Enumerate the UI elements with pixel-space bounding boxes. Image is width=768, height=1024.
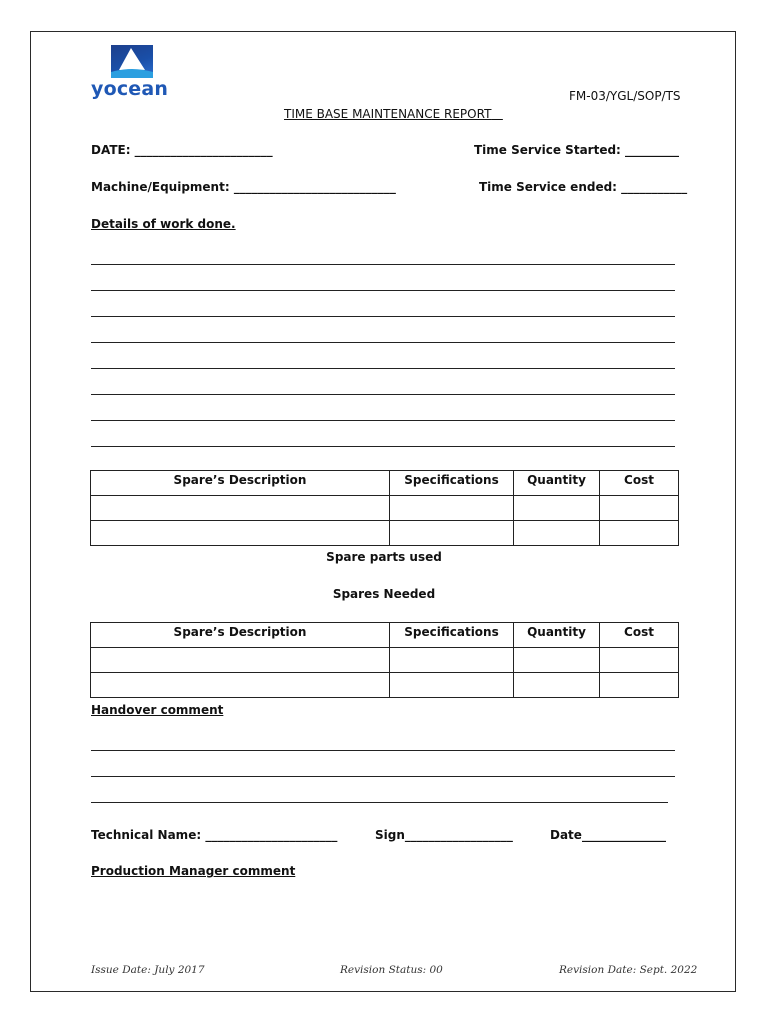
table-row <box>91 673 679 698</box>
details-line-2[interactable] <box>91 290 675 291</box>
details-line-5[interactable] <box>91 368 675 369</box>
quantity-cell[interactable] <box>514 496 600 521</box>
details-line-3[interactable] <box>91 316 675 317</box>
column-header-description: Spare’s Description <box>91 623 390 648</box>
issue-date: Issue Date: July 2017 <box>91 964 205 976</box>
spare-parts-used-caption: Spare parts used <box>326 550 442 564</box>
table-row <box>91 648 679 673</box>
sign-label: Sign <box>375 828 405 842</box>
table-row <box>91 496 679 521</box>
details-line-4[interactable] <box>91 342 675 343</box>
sign-field[interactable]: Sign__________________ <box>375 828 513 842</box>
date-label: DATE: <box>91 143 131 157</box>
specifications-cell[interactable] <box>390 521 514 546</box>
cost-cell[interactable] <box>600 648 679 673</box>
handover-line-3[interactable] <box>91 802 668 803</box>
details-heading: Details of work done. <box>91 217 236 231</box>
machine-field[interactable]: Machine/Equipment: ___________________________ <box>91 180 396 194</box>
handover-line-1[interactable] <box>91 750 675 751</box>
report-title-text: TIME BASE MAINTENANCE REPORT <box>284 107 492 121</box>
spare-parts-used-table <box>90 470 679 546</box>
details-line-7[interactable] <box>91 420 675 421</box>
column-header-cost: Cost <box>600 471 679 496</box>
revision-status: Revision Status: 00 <box>340 964 443 976</box>
production-manager-heading: Production Manager comment <box>91 864 296 878</box>
document-code: FM-03/YGL/SOP/TS <box>569 89 681 103</box>
signoff-date-label: Date <box>550 828 582 842</box>
handover-heading: Handover comment <box>91 703 224 717</box>
table-header-row <box>91 471 679 496</box>
quantity-cell[interactable] <box>514 521 600 546</box>
description-cell[interactable] <box>91 521 390 546</box>
quantity-cell[interactable] <box>514 648 600 673</box>
sail-emblem <box>111 45 153 78</box>
specifications-cell[interactable] <box>390 496 514 521</box>
cost-cell[interactable] <box>600 521 679 546</box>
column-header-cost: Cost <box>600 623 679 648</box>
details-line-8[interactable] <box>91 446 675 447</box>
logo-wordmark: yocean <box>91 78 169 100</box>
technical-name-label: Technical Name: <box>91 828 202 842</box>
time-ended-label: Time Service ended: <box>479 180 617 194</box>
description-cell[interactable] <box>91 648 390 673</box>
column-header-description: Spare’s Description <box>91 471 390 496</box>
table-row <box>91 521 679 546</box>
column-header-specifications: Specifications <box>390 623 514 648</box>
column-header-specifications: Specifications <box>390 471 514 496</box>
cost-cell[interactable] <box>600 673 679 698</box>
quantity-cell[interactable] <box>514 673 600 698</box>
handover-line-2[interactable] <box>91 776 675 777</box>
time-started-label: Time Service Started: <box>474 143 621 157</box>
date-field[interactable]: DATE: _______________________ <box>91 143 273 157</box>
report-title <box>284 107 503 121</box>
time-ended-field[interactable]: Time Service ended: ___________ <box>479 180 688 194</box>
spares-needed-table <box>90 622 679 698</box>
description-cell[interactable] <box>91 673 390 698</box>
specifications-cell[interactable] <box>390 648 514 673</box>
machine-label: Machine/Equipment: <box>91 180 230 194</box>
technical-name-field[interactable]: Technical Name: ______________________ <box>91 828 338 842</box>
cost-cell[interactable] <box>600 496 679 521</box>
time-started-field[interactable]: Time Service Started: _________ <box>474 143 680 157</box>
company-logo <box>91 45 175 103</box>
table-header-row <box>91 623 679 648</box>
spares-needed-caption: Spares Needed <box>332 587 436 601</box>
details-line-6[interactable] <box>91 394 675 395</box>
specifications-cell[interactable] <box>390 673 514 698</box>
title-underline-tail <box>491 107 502 121</box>
revision-date: Revision Date: Sept. 2022 <box>559 964 698 976</box>
details-line-1[interactable] <box>91 264 675 265</box>
signoff-date-field[interactable]: Date______________ <box>550 828 666 842</box>
column-header-quantity: Quantity <box>514 471 600 496</box>
description-cell[interactable] <box>91 496 390 521</box>
column-header-quantity: Quantity <box>514 623 600 648</box>
